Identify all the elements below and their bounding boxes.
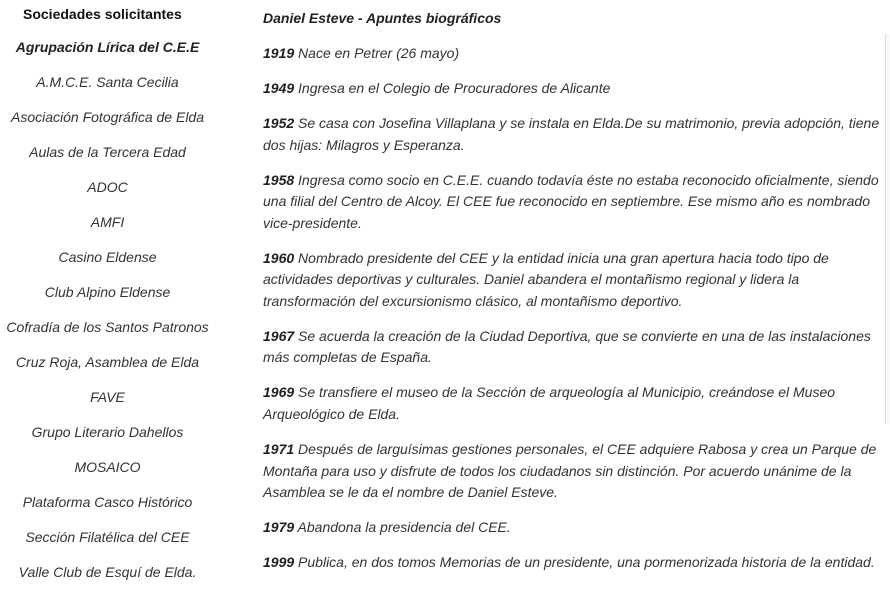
sidebar-item-fave[interactable]: FAVE xyxy=(90,389,125,405)
entry-1967 xyxy=(263,326,890,369)
entry-text: Se transfiere el museo de la Sección de arqueología al Municipio, creándose el Museo Arqueológico de Elda. xyxy=(263,384,836,423)
sidebar-item-mosaico[interactable]: MOSAICO xyxy=(74,459,141,475)
entry-1999 xyxy=(263,552,890,574)
sidebar-item-casino-eldense[interactable]: Casino Eldense xyxy=(58,249,157,265)
sidebar-item-amce-santa-cecilia[interactable]: A.M.C.E. Santa Cecilia xyxy=(36,74,179,90)
page-title: Daniel Esteve - Apuntes biográficos xyxy=(263,10,502,26)
entry-year: 1979 xyxy=(263,519,295,536)
sidebar-item-valle-club-esqui[interactable]: Valle Club de Esquí de Elda. xyxy=(18,564,197,580)
entry-text: Publica, en dos tomos Memorias de un presidente, una pormenorizada historia de la entidad. xyxy=(298,554,875,571)
entry-text: Ingresa como socio en C.E.E. cuando todavía éste no estaba reconocido oficialmente, siendo una filial del Centro de Alcoy. El CEE fue reconocido en septiembre. Ese mismo año es nombrado vice-presidente. xyxy=(263,171,879,231)
sidebar-item-plataforma-casco-historico[interactable]: Plataforma Casco Histórico xyxy=(22,494,193,510)
sidebar-list xyxy=(0,37,215,597)
sidebar-item-club-alpino-eldense[interactable]: Club Alpino Eldense xyxy=(44,284,171,300)
scrollbar-track[interactable] xyxy=(885,34,890,424)
biography-entries xyxy=(263,43,890,574)
entry-1919 xyxy=(263,43,890,65)
entry-1958 xyxy=(263,170,890,235)
entry-year: 1969 xyxy=(263,384,295,401)
sidebar-item-agrupacion-lirica[interactable]: Agrupación Lírica del C.E.E xyxy=(15,39,200,55)
entry-year: 1919 xyxy=(263,45,295,61)
entry-year: 1958 xyxy=(263,171,295,188)
entry-1971 xyxy=(263,439,890,504)
entry-1960 xyxy=(263,248,890,313)
entry-1952 xyxy=(263,113,890,156)
sidebar-item-seccion-filatelica[interactable]: Sección Filatélica del CEE xyxy=(25,529,190,545)
entry-text: Ingresa en el Colegio de Procuradores de Alicante xyxy=(298,79,611,96)
entry-1949 xyxy=(263,78,890,100)
sidebar-item-asociacion-fotografica[interactable]: Asociación Fotográfica de Elda xyxy=(11,109,204,125)
entry-year: 1971 xyxy=(263,441,295,458)
entry-text: Después de larguísimas gestiones personales, el CEE adquiere Rabosa y crea un Parque de Montaña para uso y disfrute de todos los ciudadanos sin distinción. Por acuerdo unánime de la Asamblea se le da el nombre de Daniel Esteve. xyxy=(263,441,877,501)
biography-panel xyxy=(263,0,890,596)
sidebar-title: Sociedades solicitantes xyxy=(23,6,182,22)
entry-year: 1960 xyxy=(263,249,295,266)
sidebar-item-adoc[interactable]: ADOC xyxy=(87,179,128,195)
entry-text: Nace en Petrer (26 mayo) xyxy=(298,45,460,61)
entry-1979 xyxy=(263,517,890,539)
entry-text: Se acuerda la creación de la Ciudad Deportiva, que se convierte en una de las instalaciones más completas de España. xyxy=(263,327,871,366)
entry-text: Se casa con Josefina Villaplana y se instala en Elda.De su matrimonio, previa adopción, tiene dos hijas: Milagros y Esperanza. xyxy=(263,114,880,153)
sidebar-item-grupo-literario-dahellos[interactable]: Grupo Literario Dahellos xyxy=(31,424,184,440)
entry-text: Nombrado presidente del CEE y la entidad inicia una gran apertura hacia todo tipo de actividades deportivas y culturales. Daniel abandera el montañismo regional y lidera la transformación del excursionismo clásico, al montañismo deportivo. xyxy=(263,249,829,309)
entry-year: 1999 xyxy=(263,554,295,571)
sidebar-item-aulas-tercera-edad[interactable]: Aulas de la Tercera Edad xyxy=(29,144,186,160)
entry-year: 1949 xyxy=(263,79,295,96)
entry-text: Abandona la presidencia del CEE. xyxy=(297,519,511,536)
entry-year: 1952 xyxy=(263,114,295,131)
sidebar-item-amfi[interactable]: AMFI xyxy=(90,214,125,230)
sidebar-item-cofradia-santos-patronos[interactable]: Cofradía de los Santos Patronos xyxy=(6,319,209,335)
sidebar-item-cruz-roja[interactable]: Cruz Roja, Asamblea de Elda xyxy=(15,354,200,370)
entry-1969 xyxy=(263,382,890,425)
entry-year: 1967 xyxy=(263,327,295,344)
